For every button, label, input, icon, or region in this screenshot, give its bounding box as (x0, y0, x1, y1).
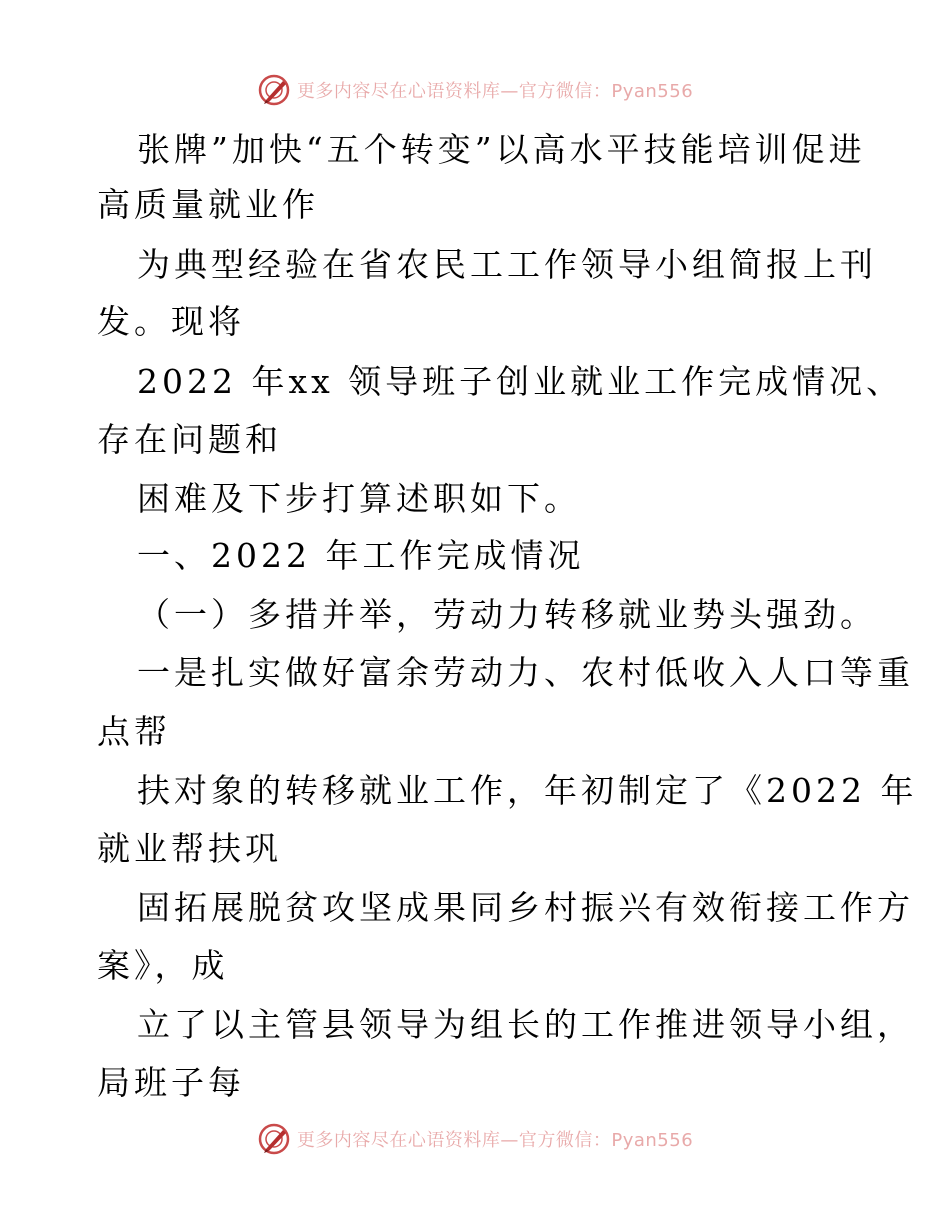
text-line: 2022 年xx 领导班子创业就业工作完成情况、 (137, 362, 904, 401)
text-line: 为典型经验在省农民工工作领导小组简报上刊 (137, 245, 877, 284)
text-line: 固拓展脱贫攻坚成果同乡村振兴有效衔接工作方 (137, 888, 914, 927)
footer-watermark-text: 更多内容尽在心语资料库—官方微信：Pyan556 (296, 1130, 694, 1151)
text-line: 案》，成 (97, 946, 229, 985)
header-watermark-text: 更多内容尽在心语资料库—官方微信：Pyan556 (296, 81, 694, 102)
text-line: 存在问题和 (97, 420, 282, 459)
text-line: 一、2022 年工作完成情况 (137, 536, 585, 575)
text-line: 扶对象的转移就业工作，年初制定了《2022 年 (137, 771, 918, 810)
text-line: 局班子每 (97, 1063, 245, 1102)
header-watermark-banner (0, 70, 950, 110)
brush-pen-logo-icon (257, 1122, 291, 1156)
text-line: 就业帮扶巩 (97, 829, 282, 868)
text-line: 张牌”加快“五个转变”以高水平技能培训促进 (137, 130, 866, 169)
text-line: （一）多措并举，劳动力转移就业势头强劲。 (137, 595, 877, 634)
text-line: 困难及下步打算述职如下。 (137, 479, 581, 518)
text-line: 高质量就业作 (97, 185, 319, 224)
text-line: 发。现将 (97, 302, 245, 341)
text-line: 一是扎实做好富余劳动力、农村低收入人口等重 (137, 653, 914, 692)
brush-pen-logo-icon (257, 73, 291, 107)
text-line: 立了以主管县领导为组长的工作推进领导小组， (137, 1005, 914, 1044)
footer-watermark-banner (0, 1119, 950, 1159)
text-line: 点帮 (97, 712, 171, 751)
